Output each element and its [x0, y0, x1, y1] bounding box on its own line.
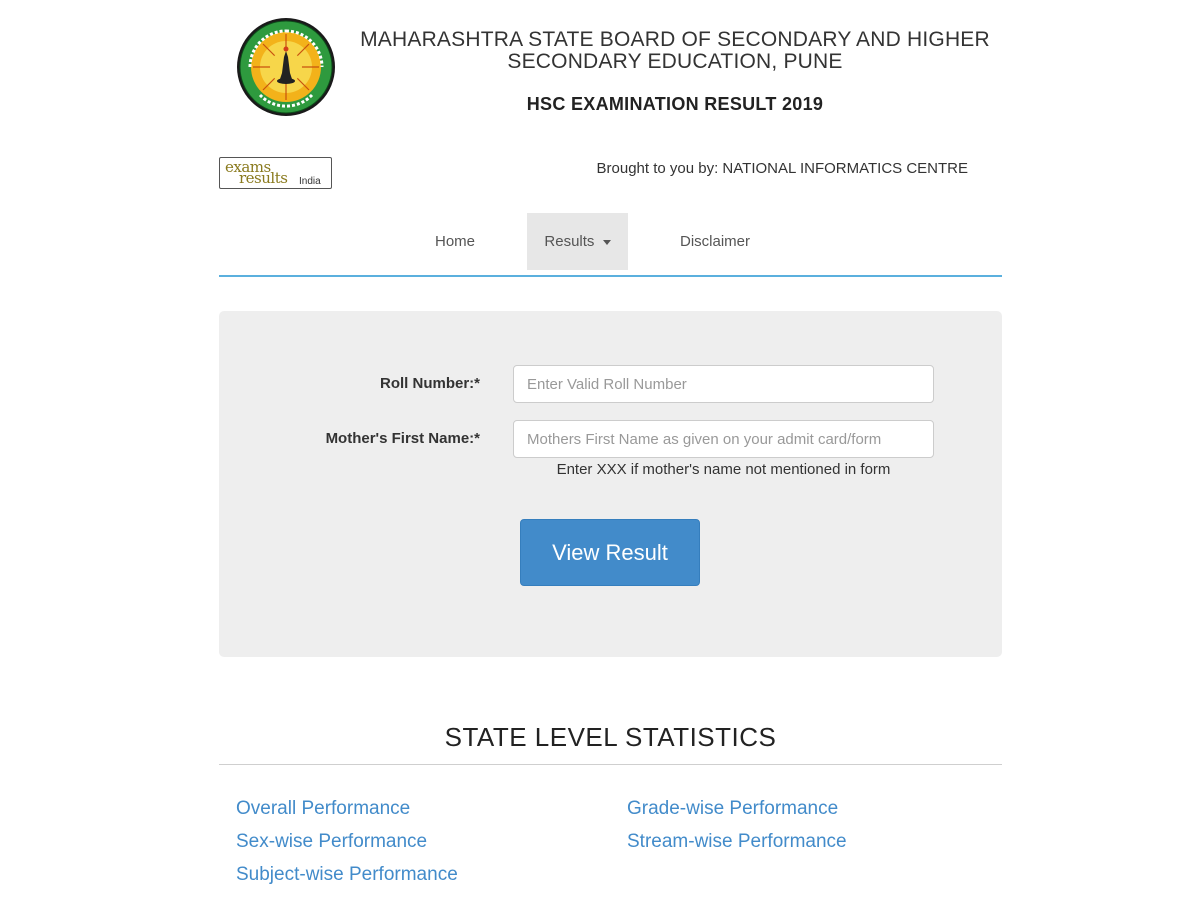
nav-home[interactable] [417, 213, 493, 270]
logo-exams-text: exams [225, 158, 271, 176]
overall-performance-link[interactable]: Overall Performance [236, 798, 411, 819]
exams-results-logo[interactable] [219, 157, 332, 189]
board-name: MAHARASHTRA STATE BOARD OF SECONDARY AND HIGHER SECONDARY EDUCATION, PUNE [360, 28, 990, 73]
main-nav [219, 213, 1002, 277]
view-result-button[interactable]: View Result [520, 519, 700, 586]
logo-india-text: India [299, 176, 321, 187]
nav-results-label: Results [544, 233, 595, 250]
page-container [219, 0, 1002, 900]
stream-wise-performance-link[interactable]: Stream-wise Performance [627, 831, 847, 852]
nav-home-label: Home [434, 233, 475, 250]
roll-number-input[interactable] [513, 365, 934, 403]
logo-results-text: results [239, 169, 288, 187]
mother-name-label: Mother's First Name:* [325, 430, 480, 447]
brought-by-text: Brought to you by: NATIONAL INFORMATICS CENTRE [596, 160, 968, 177]
nav-disclaimer-label: Disclaimer [679, 233, 750, 250]
subject-wise-performance-link[interactable]: Subject-wise Performance [236, 864, 458, 885]
board-seal-logo [236, 17, 336, 117]
mother-name-hint: Enter XXX if mother's name not mentioned in form [556, 461, 891, 478]
caret-down-icon [603, 240, 611, 245]
roll-number-label: Roll Number:* [379, 375, 480, 392]
mother-name-input[interactable] [513, 420, 934, 458]
sex-wise-performance-link[interactable]: Sex-wise Performance [236, 831, 428, 852]
stats-divider [219, 764, 1002, 765]
result-title: HSC EXAMINATION RESULT 2019 [526, 94, 824, 114]
stats-title: STATE LEVEL STATISTICS [444, 722, 777, 752]
nav-results-dropdown[interactable] [527, 213, 628, 270]
nav-disclaimer[interactable] [663, 213, 767, 270]
grade-wise-performance-link[interactable]: Grade-wise Performance [627, 798, 839, 819]
result-form-panel [219, 311, 1002, 657]
